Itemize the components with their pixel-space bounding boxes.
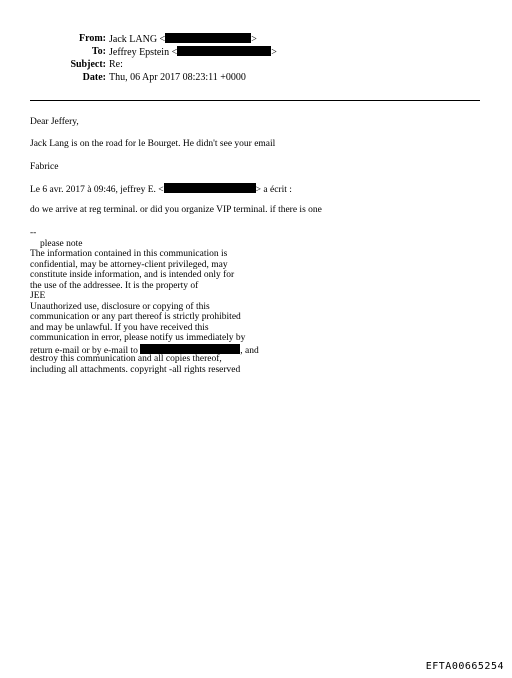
subject-value: Re: [109, 59, 123, 70]
to-row [0, 46, 400, 58]
email-header [0, 33, 512, 93]
redaction-bar [164, 183, 256, 193]
disclaimer-line: and may be unlawful. If you have received this [30, 322, 209, 333]
disclaimer-line [30, 344, 259, 355]
quote-prefix: Le 6 avr. 2017 à 09:46, jeffrey E. < [30, 185, 164, 195]
redaction-bar [140, 344, 240, 354]
from-label: From: [78, 33, 106, 44]
disclaimer-line: destroy this communication and all copies thereof, [30, 354, 222, 364]
to-label: To: [91, 46, 106, 57]
disclaimer-line: communication or any part thereof is strictly prohibited [30, 312, 241, 322]
document-id: EFTA00665254 [425, 661, 504, 672]
header-divider [30, 100, 480, 101]
signature: Fabrice [30, 162, 59, 172]
date-label: Date: [82, 72, 106, 83]
disclaimer-line: JEE [30, 291, 46, 301]
disclaimer-note: please note [40, 239, 83, 249]
disclaimer-line: constitute inside information, and is intended only for [30, 270, 235, 280]
disclaimer-line: communication in error, please notify us immediately by [30, 333, 246, 343]
signature-dashes: -- [30, 228, 37, 238]
disclaimer-line: the use of the addressee. It is the property of [30, 280, 199, 291]
body-line: Jack Lang is on the road for le Bourget. He didn't see your email [30, 139, 276, 149]
quote-suffix: > a écrit : [255, 185, 292, 195]
to-value: Jeffrey Epstein < [109, 47, 178, 58]
from-row [0, 33, 400, 45]
subject-label: Subject: [70, 59, 106, 70]
close-bracket: > [271, 47, 277, 58]
disclaimer-line: Unauthorized use, disclosure or copying of this [30, 301, 210, 312]
disclaimer-text: , and [240, 345, 259, 356]
disclaimer-line: confidential, may be attorney-client privileged, may [30, 259, 228, 270]
date-value: Thu, 06 Apr 2017 08:23:11 +0000 [109, 72, 246, 83]
date-row [0, 72, 400, 84]
disclaimer [30, 249, 259, 375]
disclaimer-text: return e-mail or by e-mail to [30, 345, 138, 356]
close-bracket: > [251, 34, 257, 45]
disclaimer-line: The information contained in this communication is [30, 249, 228, 259]
quoted-message: do we arrive at reg terminal. or did you organize VIP terminal. if there is one [30, 205, 322, 215]
from-value: Jack LANG < [109, 34, 166, 45]
subject-row [0, 59, 400, 71]
redaction-bar [177, 46, 271, 56]
greeting: Dear Jeffery, [30, 117, 79, 127]
disclaimer-line: including all attachments. copyright -all rights reserved [30, 364, 241, 375]
quote-header [30, 183, 292, 196]
redaction-bar [165, 33, 251, 43]
